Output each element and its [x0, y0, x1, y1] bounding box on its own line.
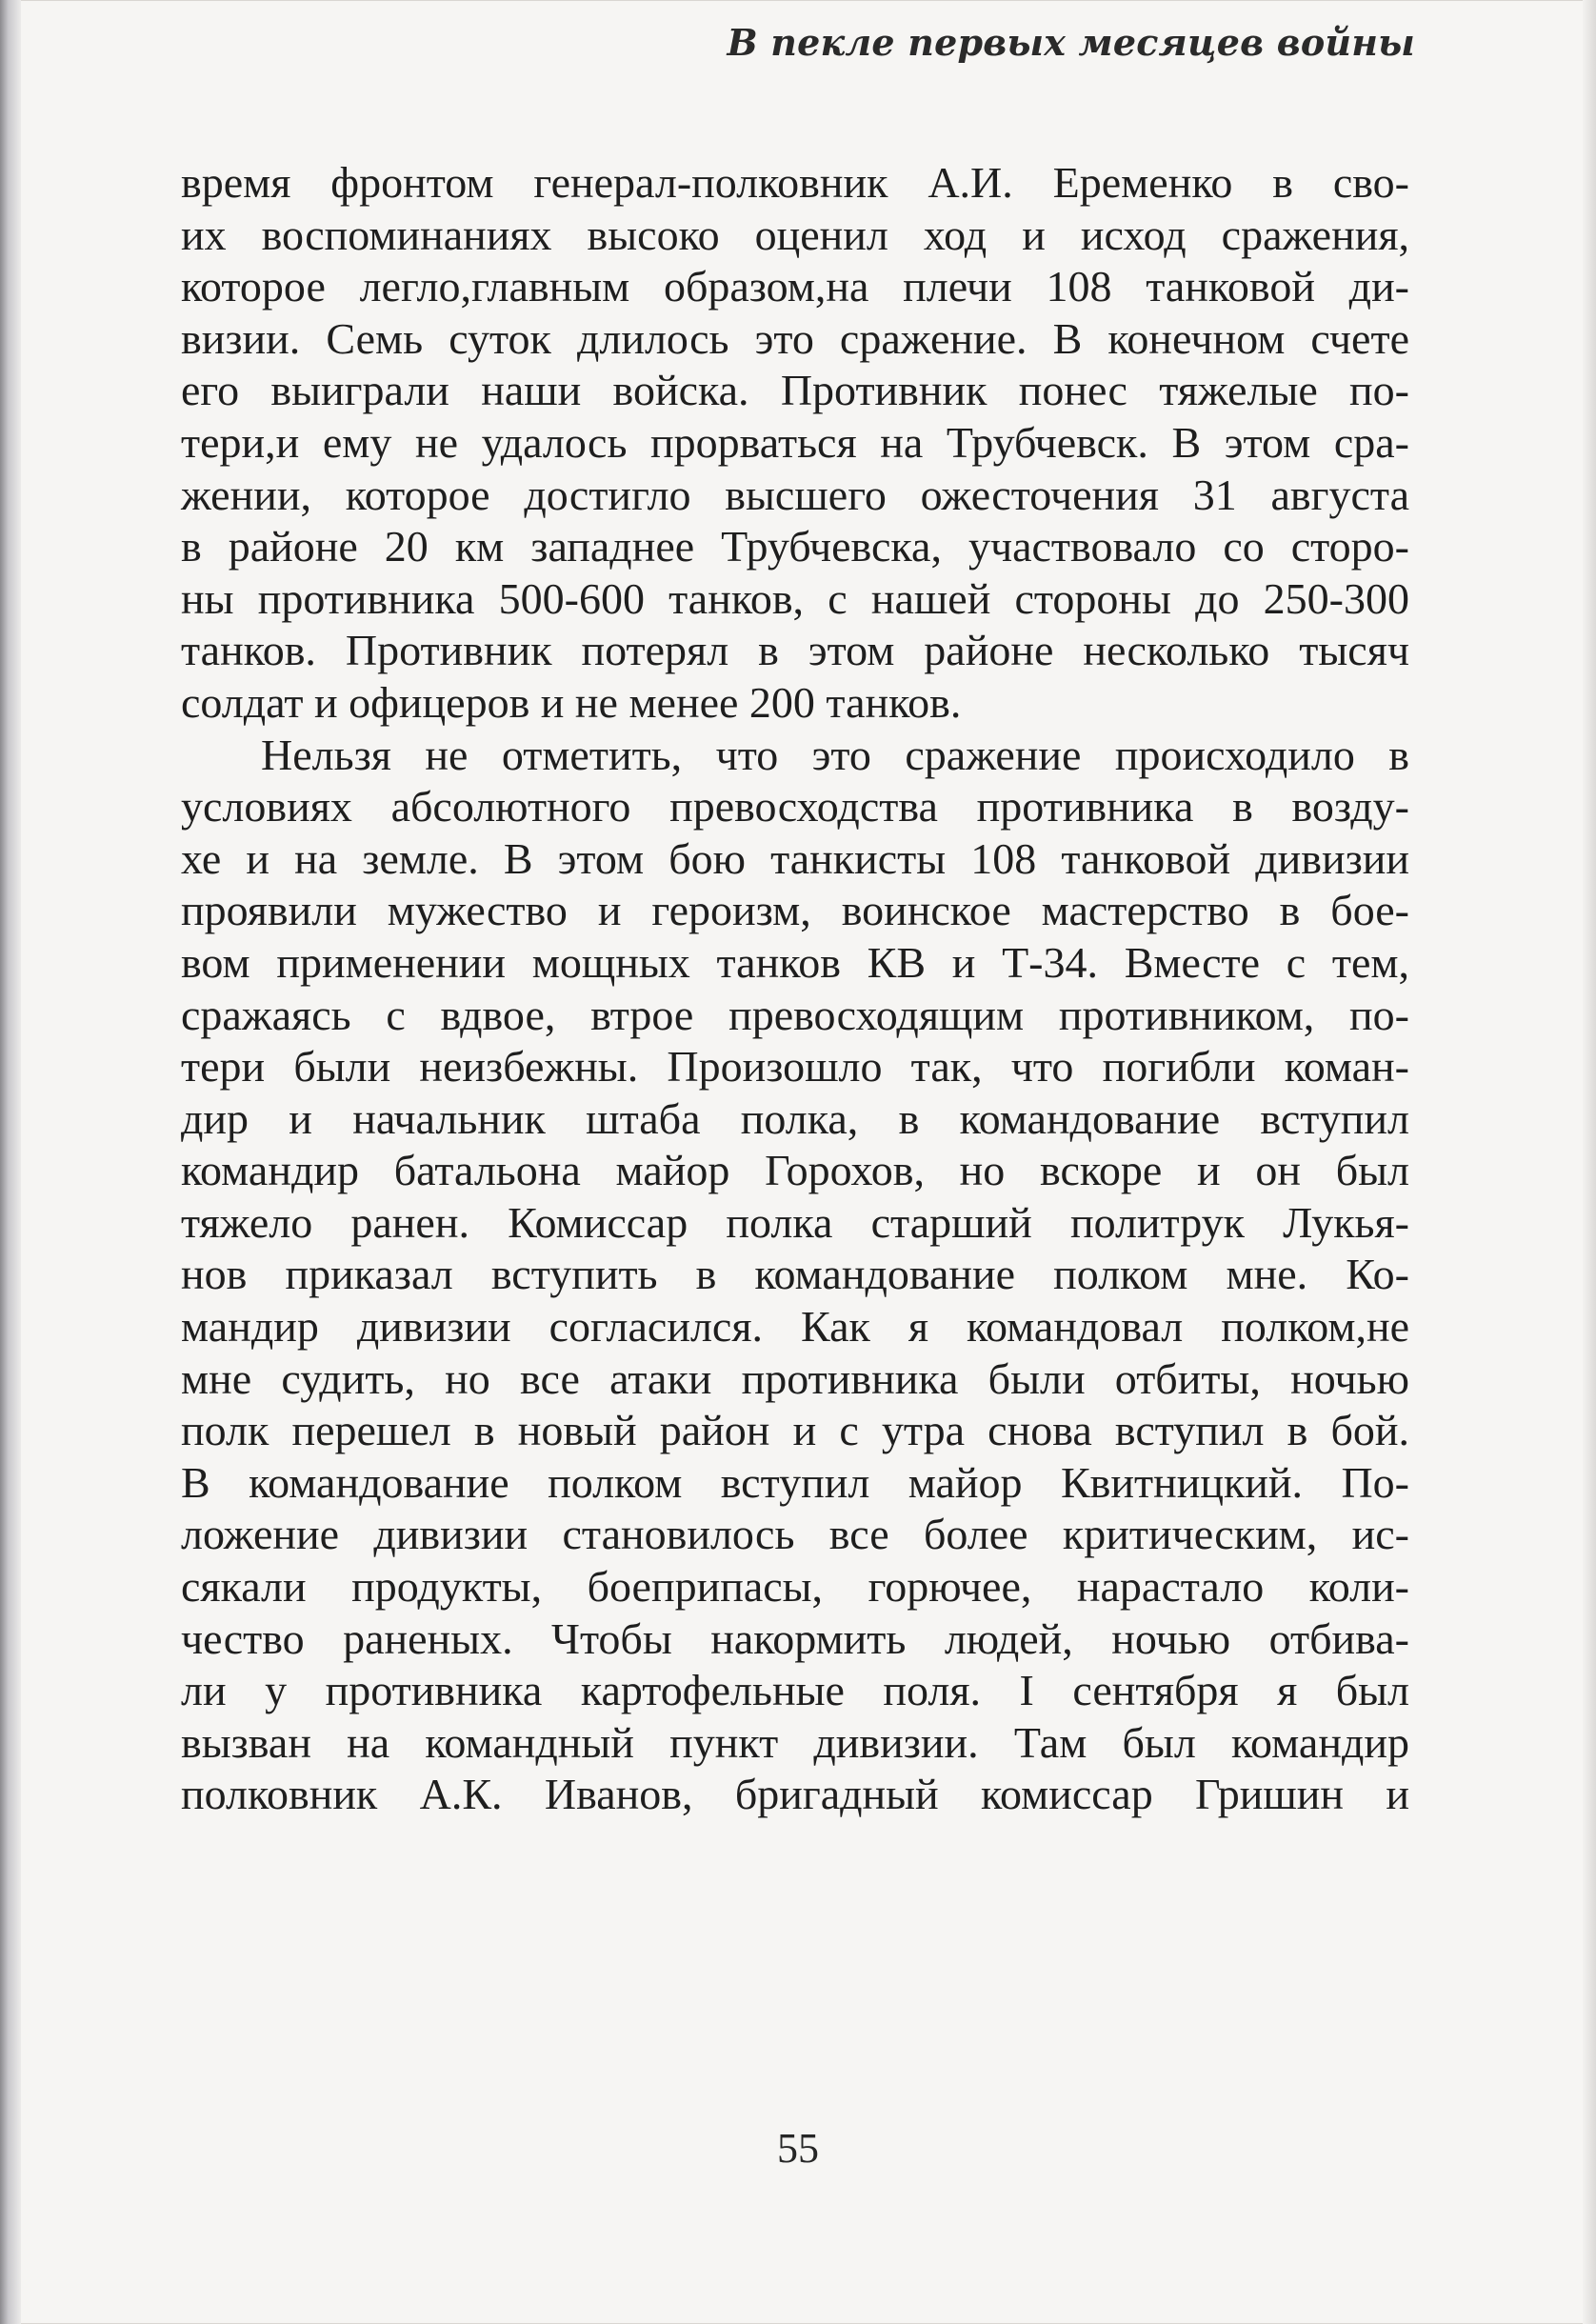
text-line: их воспоминаниях высоко оценил ход и исход сражения, [181, 210, 1409, 259]
text-line: жении, которое достигло высшего ожесточения 31 августа [181, 470, 1409, 519]
text-line: командир батальона майор Горохов, но вскоре и он был [181, 1146, 1409, 1195]
text-line: полк перешел в новый район и с утра снова вступил в бой. [181, 1406, 1409, 1455]
text-line: Нельзя не отметить, что это сражение происходило в [261, 730, 1409, 779]
text-line: солдат и офицеров и не менее 200 танков. [181, 677, 962, 727]
text-line: танков. Противник потерял в этом районе несколько тысяч [181, 626, 1409, 675]
text-line: чество раненых. Чтобы накормить людей, ночью отбива- [181, 1613, 1409, 1663]
body-text [181, 157, 1409, 1821]
text-line: визии. Семь суток длилось это сражение. В конечном счете [181, 313, 1409, 363]
text-line: сражаясь с вдвое, втрое превосходящим противником, по- [181, 990, 1409, 1039]
text-line: В командование полком вступил майор Квитницкий. По- [181, 1457, 1409, 1507]
text-line: тери,и ему не удалось прорваться на Трубчевск. В этом сра- [181, 417, 1409, 467]
text-line: его выиграли наши войска. Противник понес тяжелые по- [181, 366, 1409, 415]
page-number: 55 [777, 2125, 819, 2172]
text-line: проявили мужество и героизм, воинское мастерство в бое- [181, 886, 1409, 935]
page-left-edge-shadow [0, 0, 21, 2324]
text-line: которое легло,главным образом,на плечи 108 танковой ди- [181, 262, 1409, 311]
text-line: мандир дивизии согласился. Как я командовал полком,не [181, 1302, 1409, 1352]
page-right-edge [1583, 0, 1596, 2324]
text-line: ны противника 500-600 танков, с нашей стороны до 250-300 [181, 573, 1409, 623]
text-line: время фронтом генерал-полковник А.И. Еременко в сво- [181, 158, 1409, 207]
text-line: тяжело ранен. Комиссар полка старший политрук Лукья- [181, 1197, 1409, 1247]
text-line: ли у противника картофельные поля. I сентября я был [181, 1666, 1409, 1715]
text-line: условиях абсолютного превосходства противника в возду- [181, 782, 1409, 831]
text-line: вом применении мощных танков КВ и Т-34. Вместе с тем, [181, 937, 1409, 987]
text-line: дир и начальник штаба полка, в командование вступил [181, 1093, 1409, 1143]
text-line: в районе 20 км западнее Трубчевска, участвовало со сторо- [181, 522, 1409, 571]
text-line: хе и на земле. В этом бою танкисты 108 танковой дивизии [181, 833, 1409, 883]
text-line: вызван на командный пункт дивизии. Там был командир [181, 1717, 1409, 1767]
text-line: мне судить, но все атаки противника были отбиты, ночью [181, 1353, 1409, 1403]
text-line: сякали продукты, боеприпасы, горючее, нарастало коли- [181, 1562, 1409, 1612]
text-line: тери были неизбежны. Произошло так, что погибли коман- [181, 1042, 1409, 1092]
text-line: ложение дивизии становилось все более критическим, ис- [181, 1510, 1409, 1559]
text-line: нов приказал вступить в командование полком мне. Ко- [181, 1250, 1409, 1299]
text-line: полковник А.К. Иванов, бригадный комиссар Гришин и [181, 1770, 1409, 1819]
running-head: В пекле первых месяцев войны [727, 21, 1415, 64]
